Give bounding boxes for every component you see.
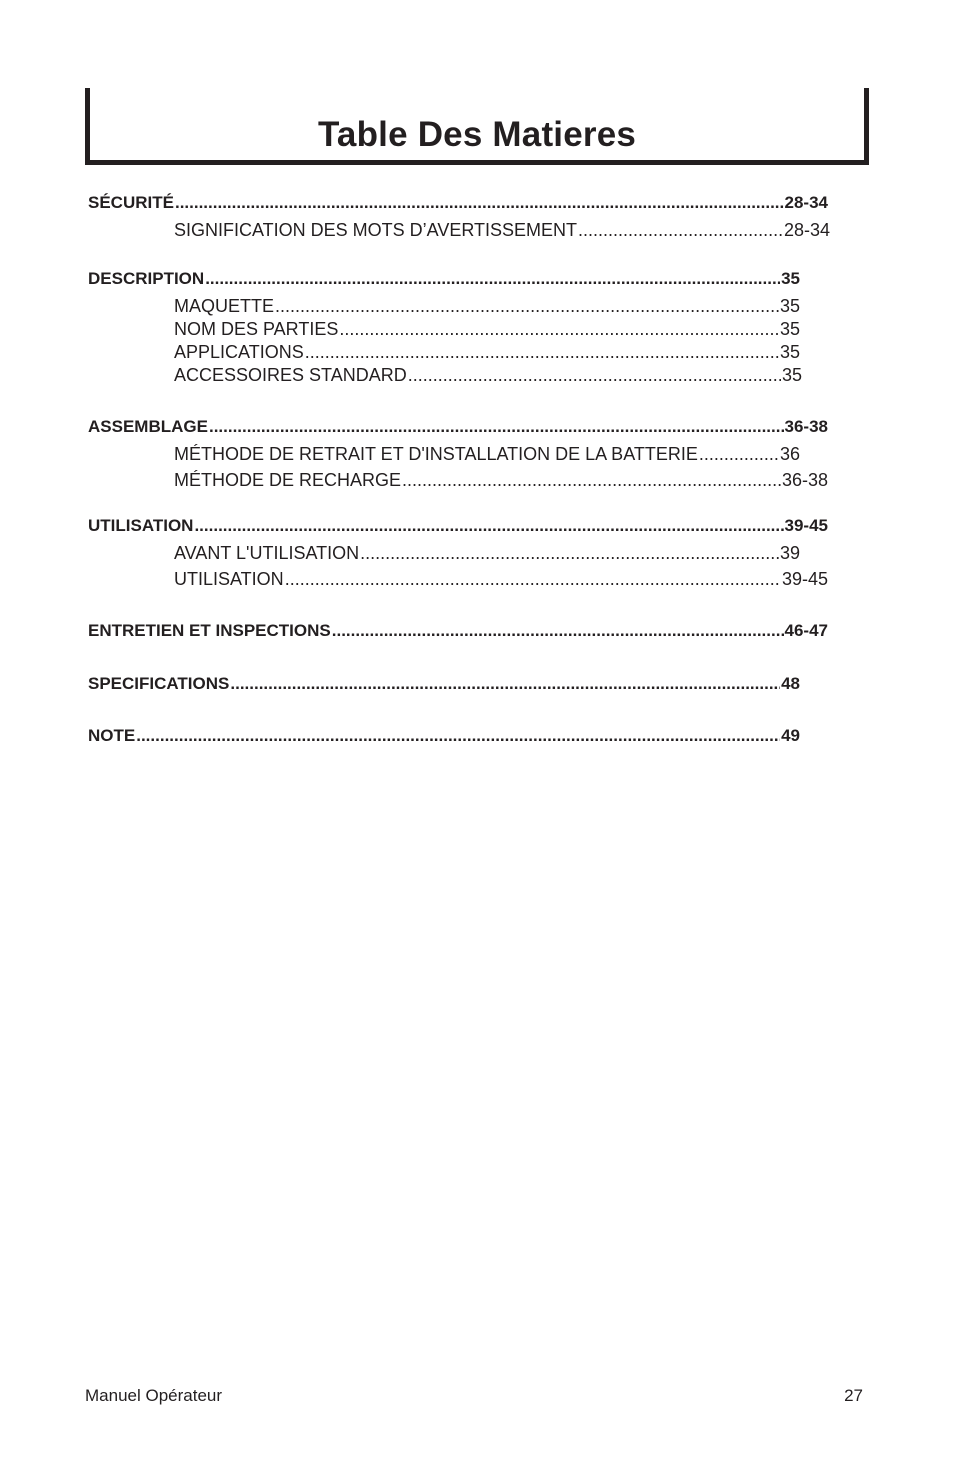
toc-label: DESCRIPTION [88, 269, 205, 288]
dot-leader [275, 296, 779, 316]
toc-label: ACCESSOIRES STANDARD [174, 365, 407, 385]
toc-label: MAQUETTE [174, 296, 275, 316]
dot-leader [194, 516, 783, 536]
toc-page: 28-34 [783, 220, 830, 240]
title-frame [85, 88, 869, 165]
toc-page: 36 [779, 444, 800, 464]
toc-entry-entretien[interactable] [88, 621, 828, 641]
toc-entry-securite[interactable] [88, 193, 828, 213]
dot-leader [578, 220, 783, 240]
toc-page: 35 [779, 342, 800, 362]
toc-label: AVANT L'UTILISATION [174, 543, 360, 563]
toc-label: NOTE [88, 726, 136, 745]
toc-label: MÉTHODE DE RETRAIT ET D'INSTALLATION DE LA BATTERIE [174, 444, 698, 464]
toc-entry-maquette[interactable] [174, 296, 800, 316]
dot-leader [699, 444, 779, 464]
toc-entry-specifications[interactable] [88, 674, 800, 694]
toc-label: UTILISATION [174, 569, 284, 589]
dot-leader [408, 365, 781, 385]
toc-entry-batterie[interactable] [174, 444, 800, 464]
toc-label: SPECIFICATIONS [88, 674, 230, 693]
dot-leader [360, 543, 779, 563]
toc-entry-utilisation[interactable] [88, 516, 828, 536]
dot-leader [205, 269, 780, 289]
dot-leader [339, 319, 779, 339]
toc-entry-applications[interactable] [174, 342, 800, 362]
toc-entry-nom-parties[interactable] [174, 319, 800, 339]
toc-label: NOM DES PARTIES [174, 319, 339, 339]
toc-label: ASSEMBLAGE [88, 417, 208, 436]
toc-label: MÉTHODE DE RECHARGE [174, 470, 402, 490]
toc-page: 35 [779, 296, 800, 316]
dot-leader [332, 621, 784, 641]
toc-page: 49 [781, 726, 800, 745]
footer-manual-title: Manuel Opérateur [85, 1386, 223, 1405]
dot-leader [402, 470, 781, 490]
toc-entry-signification[interactable] [174, 220, 830, 240]
toc-page: 46-47 [784, 621, 828, 640]
toc-page: 48 [781, 674, 800, 693]
dot-leader [209, 417, 784, 437]
toc-label: ENTRETIEN ET INSPECTIONS [88, 621, 331, 640]
toc-label: APPLICATIONS [174, 342, 304, 362]
toc-page: 39-45 [781, 569, 828, 589]
toc-label: UTILISATION [88, 516, 194, 535]
dot-leader [175, 193, 784, 213]
toc-entry-recharge[interactable] [174, 470, 828, 490]
footer-page-number: 27 [844, 1386, 863, 1405]
toc-label: SIGNIFICATION DES MOTS D’AVERTISSEMENT [174, 220, 578, 240]
toc-page: 35 [781, 365, 802, 385]
toc-entry-assemblage[interactable] [88, 417, 828, 437]
toc-entry-description[interactable] [88, 269, 800, 289]
dot-leader [136, 726, 780, 746]
toc-page: 35 [779, 319, 800, 339]
toc-entry-note[interactable] [88, 726, 800, 746]
toc-page: 39 [779, 543, 800, 563]
toc-entry-avant-utilisation[interactable] [174, 543, 800, 563]
dot-leader [305, 342, 779, 362]
toc-page: 36-38 [781, 470, 828, 490]
toc-page: 36-38 [784, 417, 828, 436]
toc-page: 35 [781, 269, 800, 288]
toc-label: SÉCURITÉ [88, 193, 174, 212]
toc-entry-accessoires[interactable] [174, 365, 802, 385]
dot-leader [285, 569, 781, 589]
dot-leader [230, 674, 780, 694]
toc-entry-utilisation-sub[interactable] [174, 569, 828, 589]
toc-page: 39-45 [784, 516, 828, 535]
page-title: Table Des Matieres [317, 115, 637, 154]
toc-page: 28-34 [784, 193, 828, 212]
